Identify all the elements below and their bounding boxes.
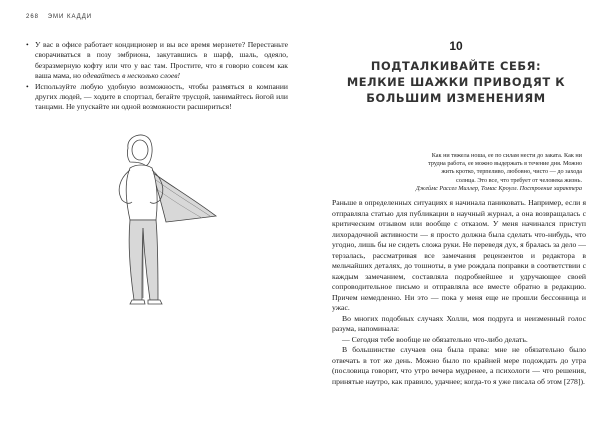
left-page [0,0,300,433]
paragraph: — Сегодня тебе вообще не обязательно что-либо делать. [342,334,528,344]
epigraph-line: трудна работа, ее можно выдержать в течение дня. Можно [428,160,582,168]
running-head [26,14,92,20]
body-text [332,198,586,387]
legs-shape [129,220,158,300]
bullet-list [26,40,288,113]
bullet-emphasis: одевайтесь в несколько слоев! [82,71,181,81]
epigraph-line: солнца. Это все, что требует от человека жизнь. [456,176,582,184]
bullet-text: У вас в офисе работает кондиционер и вы все время мерзнете? Перестаньте сворачиваться в позу эмбриона, закутавшись в шарф, шаль, одеяло, безразмерную кофту или что у вас там. Простите, что я говорю совсем как ваша мама, но [35,40,288,81]
epigraph-line: жить кротко, терпеливо, любовно, чисто — до захода [441,168,582,176]
chapter-title: ПОДТАЛКИВАЙТЕ СЕБЯ: МЕЛКИЕ ШАЖКИ ПРИВОДЯТ К БОЛЬШИМ ИЗМЕНЕНИЯМ [346,59,566,105]
epigraph-attribution: Джеймс Рассел Миллер, Томас Кроулл. Построение характера [415,184,582,192]
page-number: 268 [26,14,40,20]
chapter-number: 10 [449,39,463,53]
superhero-woman-with-cape-illustration [100,132,220,312]
epigraph [382,152,582,193]
bullet-item [26,82,288,113]
right-page [304,0,608,433]
paragraph: Раньше в определенных ситуациях я начинала паниковать. Например, если я отправляла статью для публикации в научный журнал, а она возвращалась с критическим отзывом или вообще с отказом. У меня начинался приступ лихорадочной активности — я просто должна была сделать что-нибудь, что угодно, лишь бы не сидеть сложа руки. Не переведя дух, я бралась за дело — терзалась, рассматривая все замечания рецензентов и редактора в мельчайших деталях, до тошноты, в уме рождала поправки в соответствии с каждым замечанием, составляла подробнейшее и удручающее своей сопроводительное письмо и отправляла все вместе обратно в редакцию. Причем немедленно. Ни это — пока у меня еще не прошли бессонница и ужас. [332,198,586,312]
author-name: ЭМИ КАДДИ [47,14,93,20]
epigraph-line: Как ни тяжела ноша, ее по силам нести до заката. Как ни [431,152,582,159]
bullet-item [26,40,288,82]
paragraph: Во многих подобных случаях Холли, моя подруга и неизменный голос разума, напоминала: [332,313,586,333]
torso-shape [126,165,157,220]
paragraph: В большинстве случаев она была права: мне не обязательно было отвечать в тот же день. Можно было по крайней мере подождать до утра (пословица говорит, что утро вечера мудренее, а психологи — что решения, принятые наутро, как правило, удачнее; когда-то я уже писала об этом [278]). [332,345,586,386]
bullet-text: Используйте любую удобную возможность, чтобы размяться в компании других людей, — ходите в спортзал, бегайте трусцой, занимайтесь йогой или танцами. Не упускайте ни одной возможности расшириться! [35,81,288,112]
